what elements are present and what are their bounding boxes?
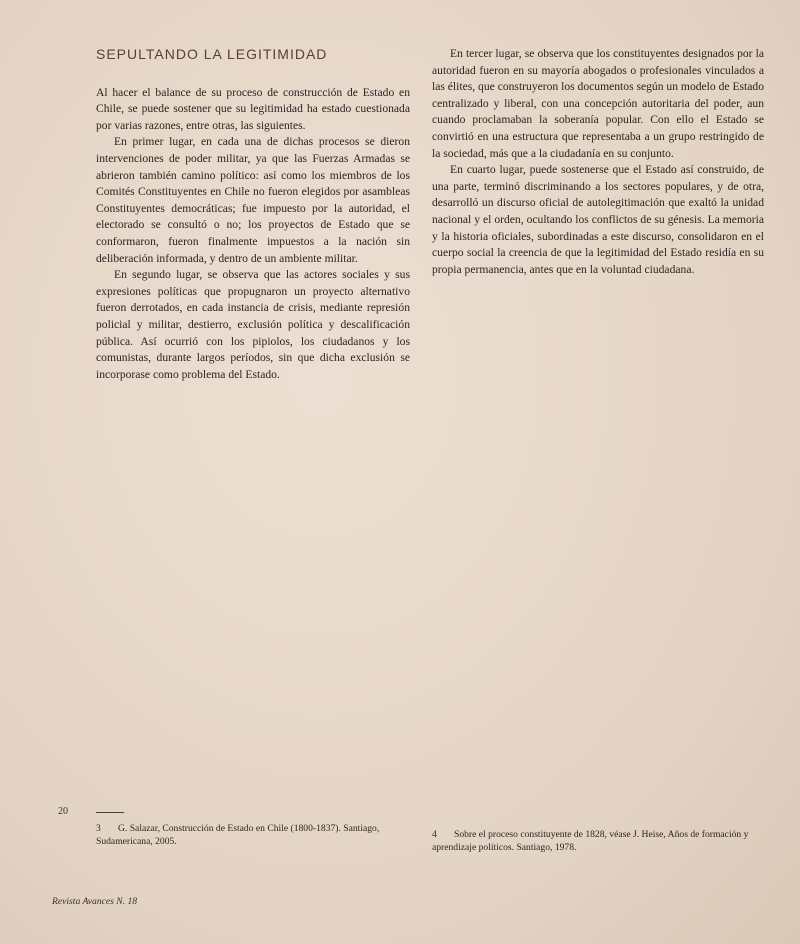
footnote-number: 4 [432,829,437,840]
paragraph: En cuarto lugar, puede sostenerse que el Estado así construido, de una parte, terminó discriminando a los sectores populares, y de otra, desarrolló un discurso oficial de autolegitimación que exaltó la unidad nacional y el orden, ocultando los conflictos de su génesis. La memoria y la historia oficiales, subordinadas a este discurso, consolidaron en el cuerpo social la creencia de que la legitimidad del Estado residía en su propia permanencia, antes que en la voluntad ciudadana. [432,163,764,276]
footnote-text: Sobre el proceso constituyente de 1828, véase J. Heise, Años de formación y aprendizaje políticos. Santiago, 1978. [432,829,749,853]
footnote-text: G. Salazar, Construcción de Estado en Chile (1800-1837). Santiago, Sudamericana, 2005. [96,823,380,847]
section-title: SEPULTANDO LA LEGITIMIDAD [96,46,328,62]
page-number: 20 [58,806,68,817]
right-column [432,46,764,278]
journal-footer: Revista Avances N. 18 [52,896,138,907]
footnote-number: 3 [96,823,101,834]
paragraph: En segundo lugar, se observa que las actores sociales y sus expresiones políticas que propugnaron un proyecto alternativo fueron derrotados, en cada instancia de crisis, mediante represión policial y militar, destierro, exclusión política y descalificación pública. Así ocurrió con los pipiolos, los ciudadanos y los comunistas, durante largos períodos, sin que dicha exclusión se incorporase como problema del Estado. [96,268,410,381]
left-column [96,46,410,383]
footnote-separator [96,812,124,813]
paragraph: Al hacer el balance de su proceso de construcción de Estado en Chile, se puede sostener que su legitimidad ha estado cuestionada por varias razones, entre otras, las siguientes. [96,85,410,132]
footnote-right [432,828,762,854]
footnote-left [96,822,396,848]
paragraph: En primer lugar, en cada una de dichas procesos se dieron intervenciones de poder militar, ya que las Fuerzas Armadas se abrieron también camino político: así como los miembros de los Comités Constituyentes en Chile no fueron elegidos por asambleas Constituyentes democráticas; fue impuesto por la autoridad, el electorado se consultó o no; los proyectos de Estado que se conformaron, fueron finalmente impuestos a la nación sin deliberación informada, y dentro de un ambiente militar. [96,135,410,265]
paragraph: En tercer lugar, se observa que los constituyentes designados por la autoridad fueron en su mayoría abogados o profesionales vinculados a las élites, que construyeron los documentos según un modelo de Estado centralizado y liberal, con una concepción autoritaria del poder, aun cuando proclamaban la soberanía popular. Con ello el Estado se convirtió en una estructura que representaba a un grupo restringido de la sociedad, más que a la ciudadanía en su conjunto. [432,47,764,160]
